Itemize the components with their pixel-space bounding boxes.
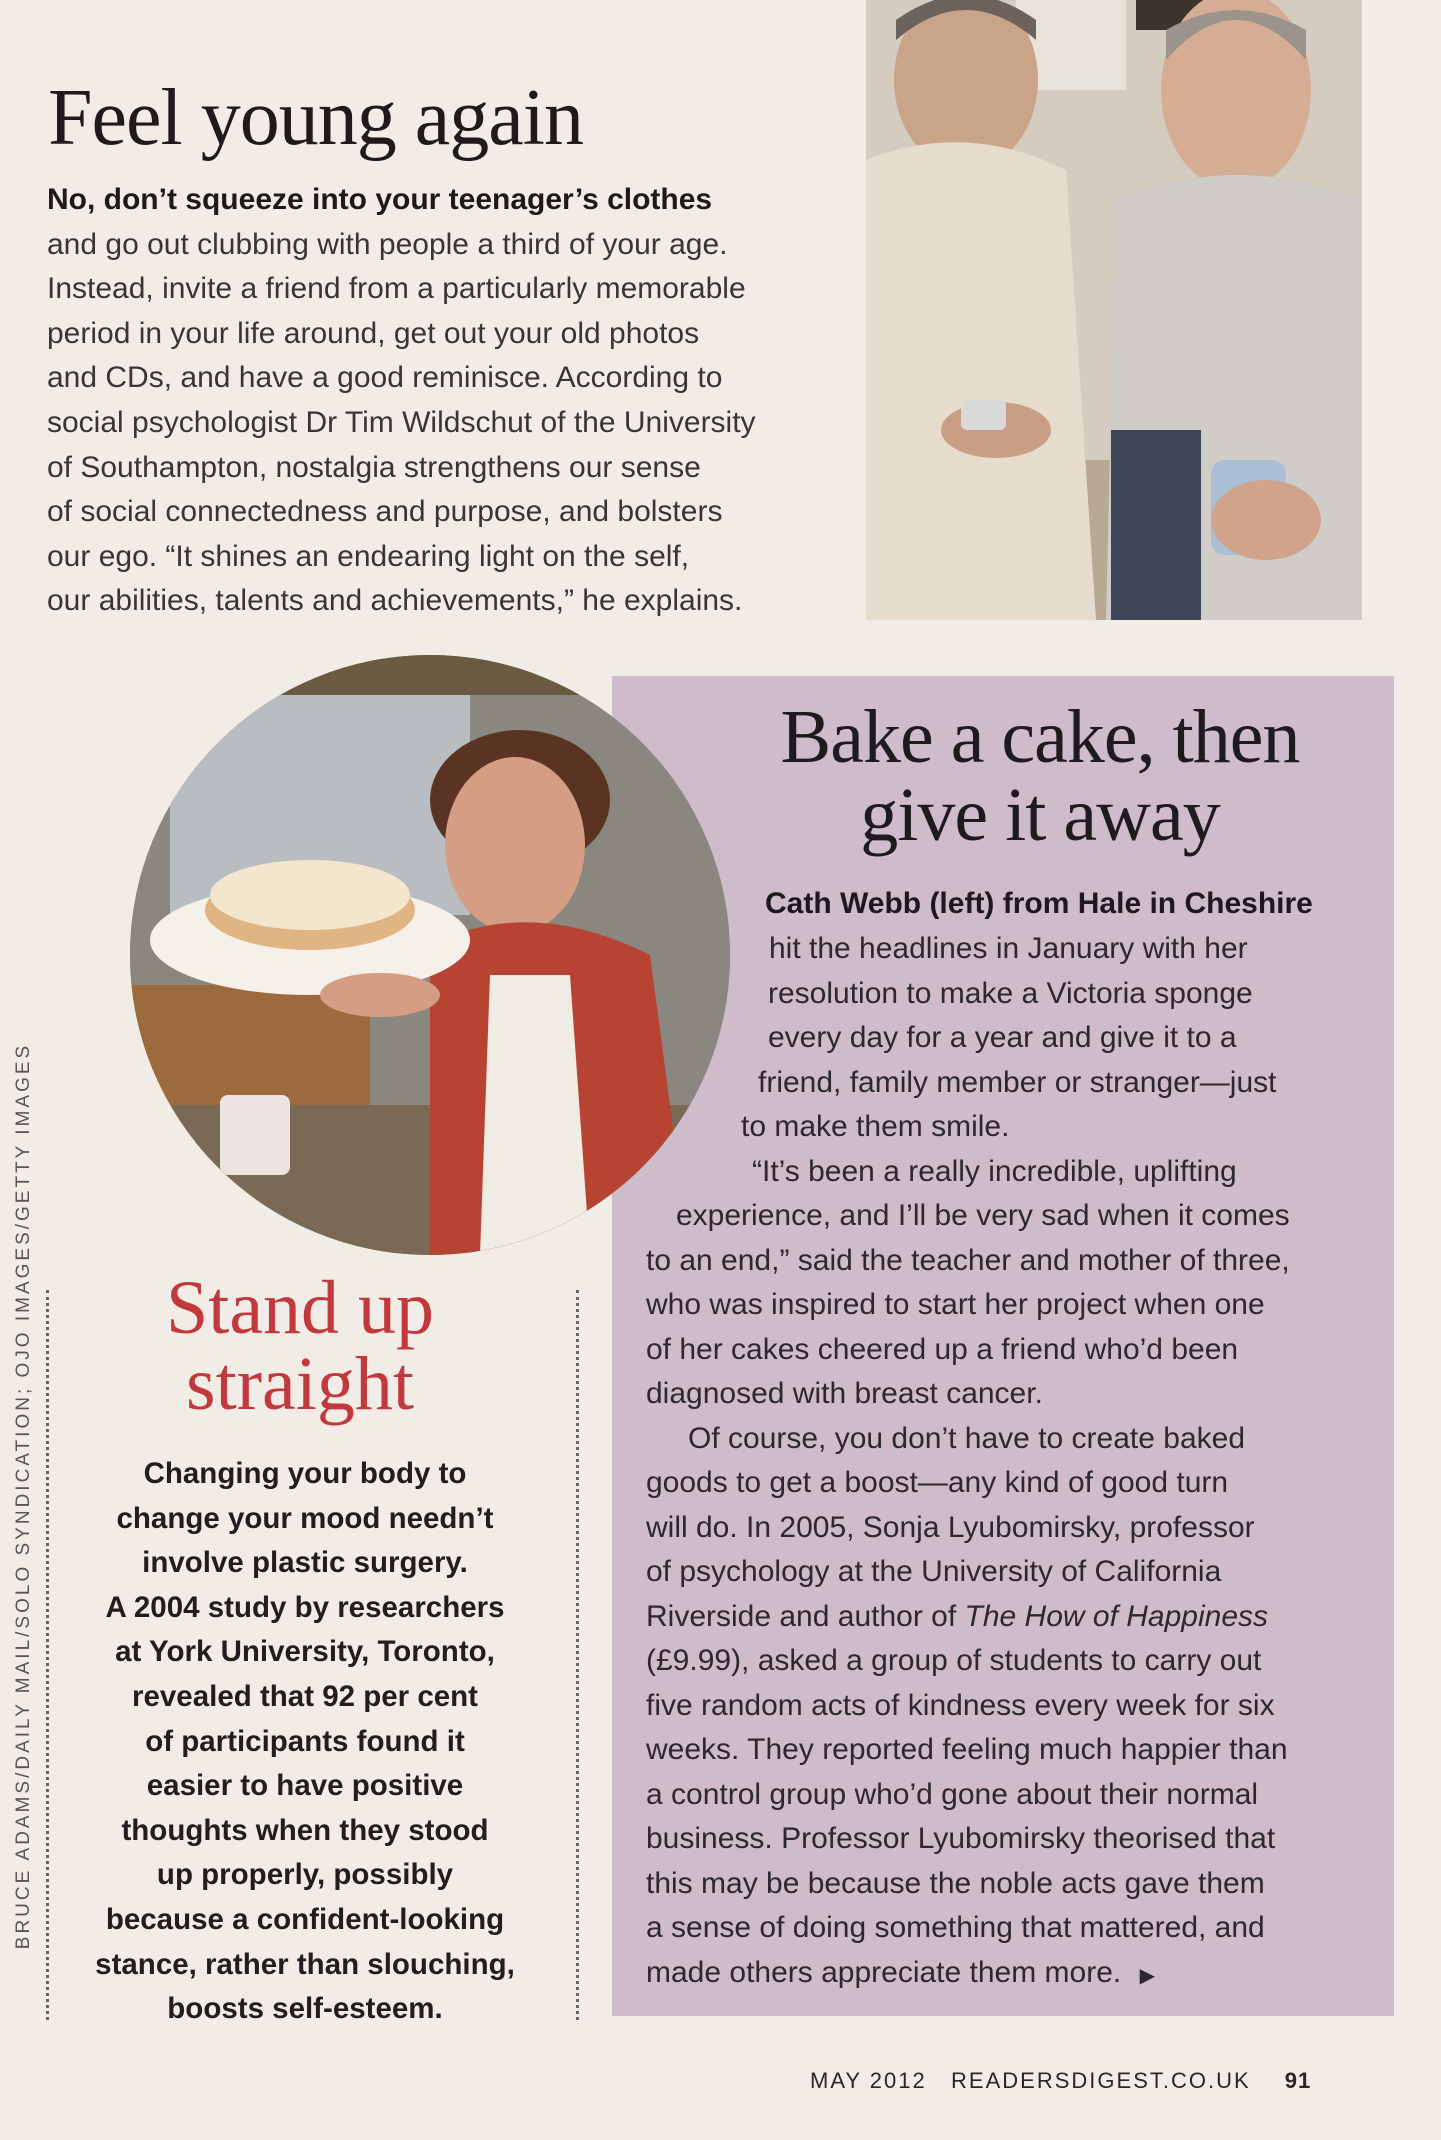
page-number: 91: [1284, 2068, 1312, 2093]
lead-in-text: No, don’t squeeze into your teenager’s clothes: [47, 183, 713, 216]
photo-credit: BRUCE ADAMS/DAILY MAIL/SOLO SYNDICATION; OJO IMAGES/GETTY IMAGES: [13, 1042, 34, 1950]
lead-in-text: Cath Webb (left) from Hale in Cheshire: [765, 887, 1313, 920]
headline-line: Bake a cake, then: [780, 695, 1300, 779]
body-line: [646, 1595, 1268, 1640]
body-line: of social connectedness and purpose, and bolsters: [47, 495, 723, 529]
body-line: our abilities, talents and achievements,” he explains.: [47, 584, 743, 618]
photo-two-men-illustration: [866, 0, 1362, 620]
sidebar-body-posture: [70, 1452, 540, 2032]
body-line: goods to get a boost—any kind of good turn: [646, 1466, 1229, 1499]
headline-feel-young-again: Feel young again: [48, 74, 583, 162]
body-line: of psychology at the University of California: [646, 1555, 1222, 1588]
article-body-nostalgia: [47, 178, 867, 624]
body-line: a control group who’d gone about their normal: [646, 1778, 1259, 1811]
body-line: because a confident-looking: [105, 1902, 505, 1936]
website: READERSDIGEST.CO.UK: [951, 2068, 1251, 2093]
body-line: resolution to make a Victoria sponge: [768, 977, 1253, 1010]
body-line: of participants found it: [145, 1724, 465, 1758]
body-line: A 2004 study by researchers: [105, 1590, 505, 1624]
body-text: Riverside and author of: [646, 1600, 957, 1633]
book-title: The How of Happiness: [964, 1600, 1269, 1633]
body-line: will do. In 2005, Sonja Lyubomirsky, professor: [646, 1511, 1255, 1544]
body-line: hit the headlines in January with her: [769, 932, 1248, 965]
photo-two-men-laughing: [866, 0, 1362, 620]
body-line: [646, 1951, 1155, 1999]
body-text: made others appreciate them more.: [646, 1956, 1122, 1989]
photo-woman-with-cake: [130, 655, 730, 1255]
body-line: up properly, possibly: [156, 1858, 454, 1892]
issue-date: MAY 2012: [810, 2068, 927, 2093]
photo-woman-cake-illustration: [130, 655, 730, 1255]
body-line: social psychologist Dr Tim Wildschut of the University: [47, 405, 756, 439]
headline-line: straight: [186, 1342, 414, 1426]
headline-bake-a-cake: [720, 695, 1360, 857]
headline-line: give it away: [860, 773, 1220, 857]
body-line: a sense of doing something that mattered, and: [646, 1911, 1265, 1944]
body-line: (£9.99), asked a group of students to carry out: [646, 1644, 1262, 1677]
body-line: and go out clubbing with people a third of your age.: [47, 227, 728, 261]
dotted-rule-left: [46, 1290, 49, 2020]
body-line: to make them smile.: [741, 1110, 1010, 1143]
body-line: of Southampton, nostalgia strengthens our sense: [47, 450, 701, 484]
body-line: who was inspired to start her project when one: [646, 1288, 1265, 1321]
page-footer: [810, 2068, 1311, 2094]
headline-stand-up-straight: [80, 1266, 520, 1426]
body-line: boosts self-esteem.: [167, 1992, 443, 2026]
body-line: at York University, Toronto,: [115, 1635, 495, 1669]
headline-line: Stand up: [165, 1266, 435, 1350]
body-line: to an end,” said the teacher and mother of three,: [646, 1244, 1290, 1277]
body-line: every day for a year and give it to a: [768, 1021, 1237, 1054]
body-line: friend, family member or stranger—just: [758, 1066, 1277, 1099]
body-line: involve plastic surgery.: [142, 1546, 468, 1580]
body-line: and CDs, and have a good reminisce. According to: [47, 361, 723, 395]
continue-arrow-icon: ▶: [1139, 1965, 1155, 1987]
body-line: easier to have positive: [146, 1769, 464, 1803]
dotted-rule-right: [576, 1290, 579, 2020]
body-line: diagnosed with breast cancer.: [646, 1377, 1043, 1410]
body-line: weeks. They reported feeling much happier than: [646, 1733, 1288, 1766]
body-line: Changing your body to: [143, 1457, 467, 1490]
body-line: this may be because the noble acts gave them: [646, 1867, 1265, 1900]
body-line: Instead, invite a friend from a particularly memorable: [47, 272, 746, 306]
body-line: stance, rather than slouching,: [95, 1947, 515, 1981]
body-line: experience, and I’ll be very sad when it comes: [676, 1199, 1290, 1232]
body-line: business. Professor Lyubomirsky theorised that: [646, 1822, 1276, 1855]
body-line: five random acts of kindness every week for six: [646, 1689, 1275, 1722]
body-line: Of course, you don’t have to create baked: [688, 1422, 1246, 1455]
body-line: period in your life around, get out your old photos: [47, 316, 700, 350]
body-line: of her cakes cheered up a friend who’d been: [646, 1333, 1239, 1366]
body-line: “It’s been a really incredible, uplifting: [752, 1155, 1237, 1188]
body-line: our ego. “It shines an endearing light on the self,: [47, 539, 690, 573]
body-line: revealed that 92 per cent: [132, 1679, 478, 1713]
body-line: thoughts when they stood: [121, 1813, 489, 1847]
body-line: change your mood needn’t: [116, 1501, 494, 1535]
